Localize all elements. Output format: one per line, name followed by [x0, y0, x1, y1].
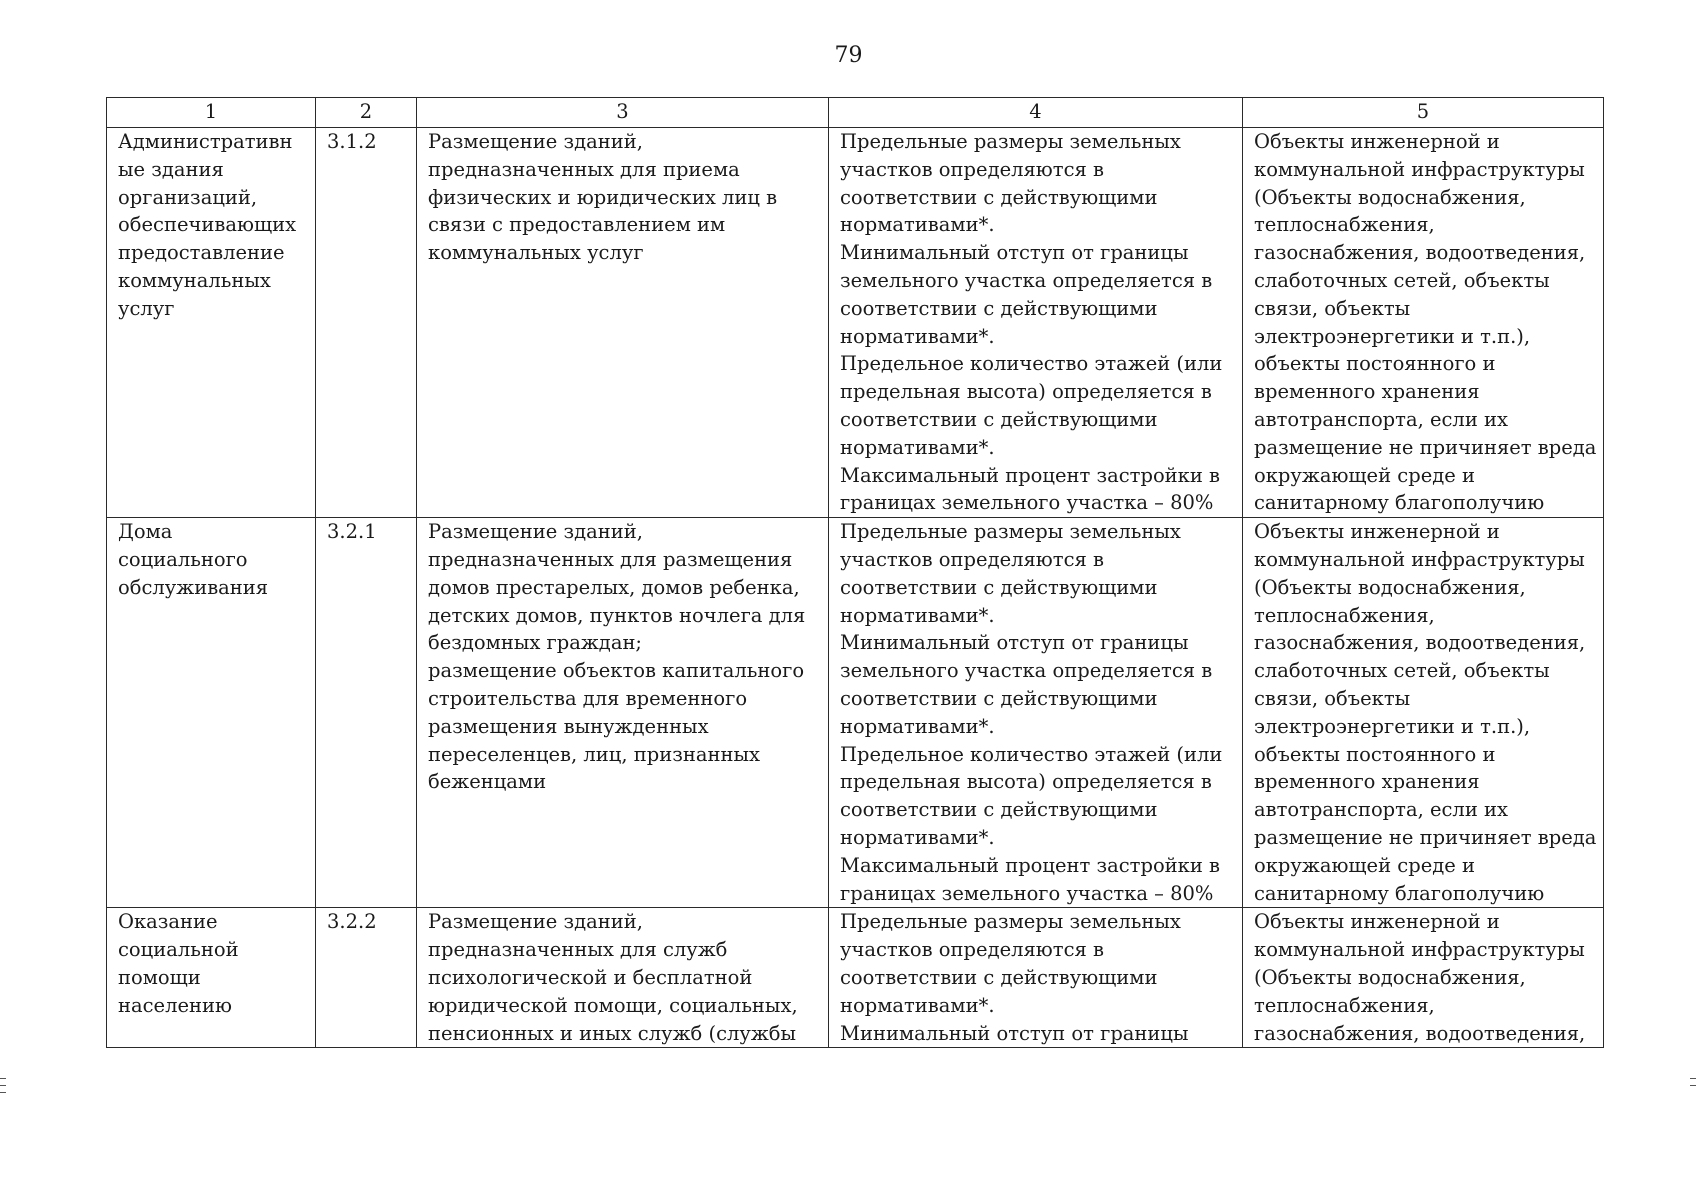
auxiliary-uses-cell: Объекты инженерной и коммунальной инфраструктуры (Объекты водоснабжения, теплоснабжения, газоснабжения, водоотведения, слаботочных сетей, объекты связи, объекты электроэнергетики и т.п.), объекты постоянного и временного хранения автотранспорта, если их размещение не причиняет вреда окружающей среде и санитарному благополучию [1243, 128, 1604, 518]
scan-edge-mark [0, 1078, 6, 1079]
header-col-3: 3 [417, 98, 829, 128]
use-name-cell: Административн ые здания организаций, обеспечивающих предоставление коммунальных услуг [107, 128, 316, 518]
land-use-table [106, 97, 1604, 1048]
scan-edge-mark [1690, 1078, 1696, 1079]
use-parameters-cell: Предельные размеры земельных участков определяются в соответствии с действующими нормативами*. Минимальный отступ от границы земельного участка определяется в соответствии с действующими нормативами*. Предельное количество этажей (или предельная высота) определяется в соответствии с действующими нормативами*. Максимальный процент застройки в границах земельного участка – 80% [829, 518, 1243, 908]
header-col-5: 5 [1243, 98, 1604, 128]
table-body [107, 128, 1604, 1048]
use-parameters-cell: Предельные размеры земельных участков определяются в соответствии с действующими нормативами*. Минимальный отступ от границы [829, 908, 1243, 1048]
auxiliary-uses-cell: Объекты инженерной и коммунальной инфраструктуры (Объекты водоснабжения, теплоснабжения, газоснабжения, водоотведения, [1243, 908, 1604, 1048]
use-code-cell: 3.1.2 [316, 128, 417, 518]
use-parameters-cell: Предельные размеры земельных участков определяются в соответствии с действующими нормативами*. Минимальный отступ от границы земельного участка определяется в соответствии с действующими нормативами*. Предельное количество этажей (или предельная высота) определяется в соответствии с действующими нормативами*. Максимальный процент застройки в границах земельного участка – 80% [829, 128, 1243, 518]
scan-edge-mark [0, 1085, 6, 1086]
table-header [107, 98, 1604, 128]
page-number: 79 [834, 43, 863, 68]
use-description-cell: Размещение зданий, предназначенных для размещения домов престарелых, домов ребенка, детских домов, пунктов ночлега для бездомных граждан; размещение объектов капитального строительства для временного размещения вынужденных переселенцев, лиц, признанных беженцами [417, 518, 829, 908]
use-code-cell: 3.2.1 [316, 518, 417, 908]
header-col-1: 1 [107, 98, 316, 128]
use-name-cell: Оказание социальной помощи населению [107, 908, 316, 1048]
auxiliary-uses-cell: Объекты инженерной и коммунальной инфраструктуры (Объекты водоснабжения, теплоснабжения, газоснабжения, водоотведения, слаботочных сетей, объекты связи, объекты электроэнергетики и т.п.), объекты постоянного и временного хранения автотранспорта, если их размещение не причиняет вреда окружающей среде и санитарному благополучию [1243, 518, 1604, 908]
scan-edge-mark [0, 1092, 6, 1093]
header-row [107, 98, 1604, 128]
table-row [107, 128, 1604, 518]
header-col-4: 4 [829, 98, 1243, 128]
table-row [107, 518, 1604, 908]
use-code-cell: 3.2.2 [316, 908, 417, 1048]
use-name-cell: Дома социального обслуживания [107, 518, 316, 908]
use-description-cell: Размещение зданий, предназначенных для служб психологической и бесплатной юридической помощи, социальных, пенсионных и иных служб (службы [417, 908, 829, 1048]
header-col-2: 2 [316, 98, 417, 128]
table-row [107, 908, 1604, 1048]
use-description-cell: Размещение зданий, предназначенных для приема физических и юридических лиц в связи с предоставлением им коммунальных услуг [417, 128, 829, 518]
scan-edge-mark [1690, 1085, 1696, 1086]
